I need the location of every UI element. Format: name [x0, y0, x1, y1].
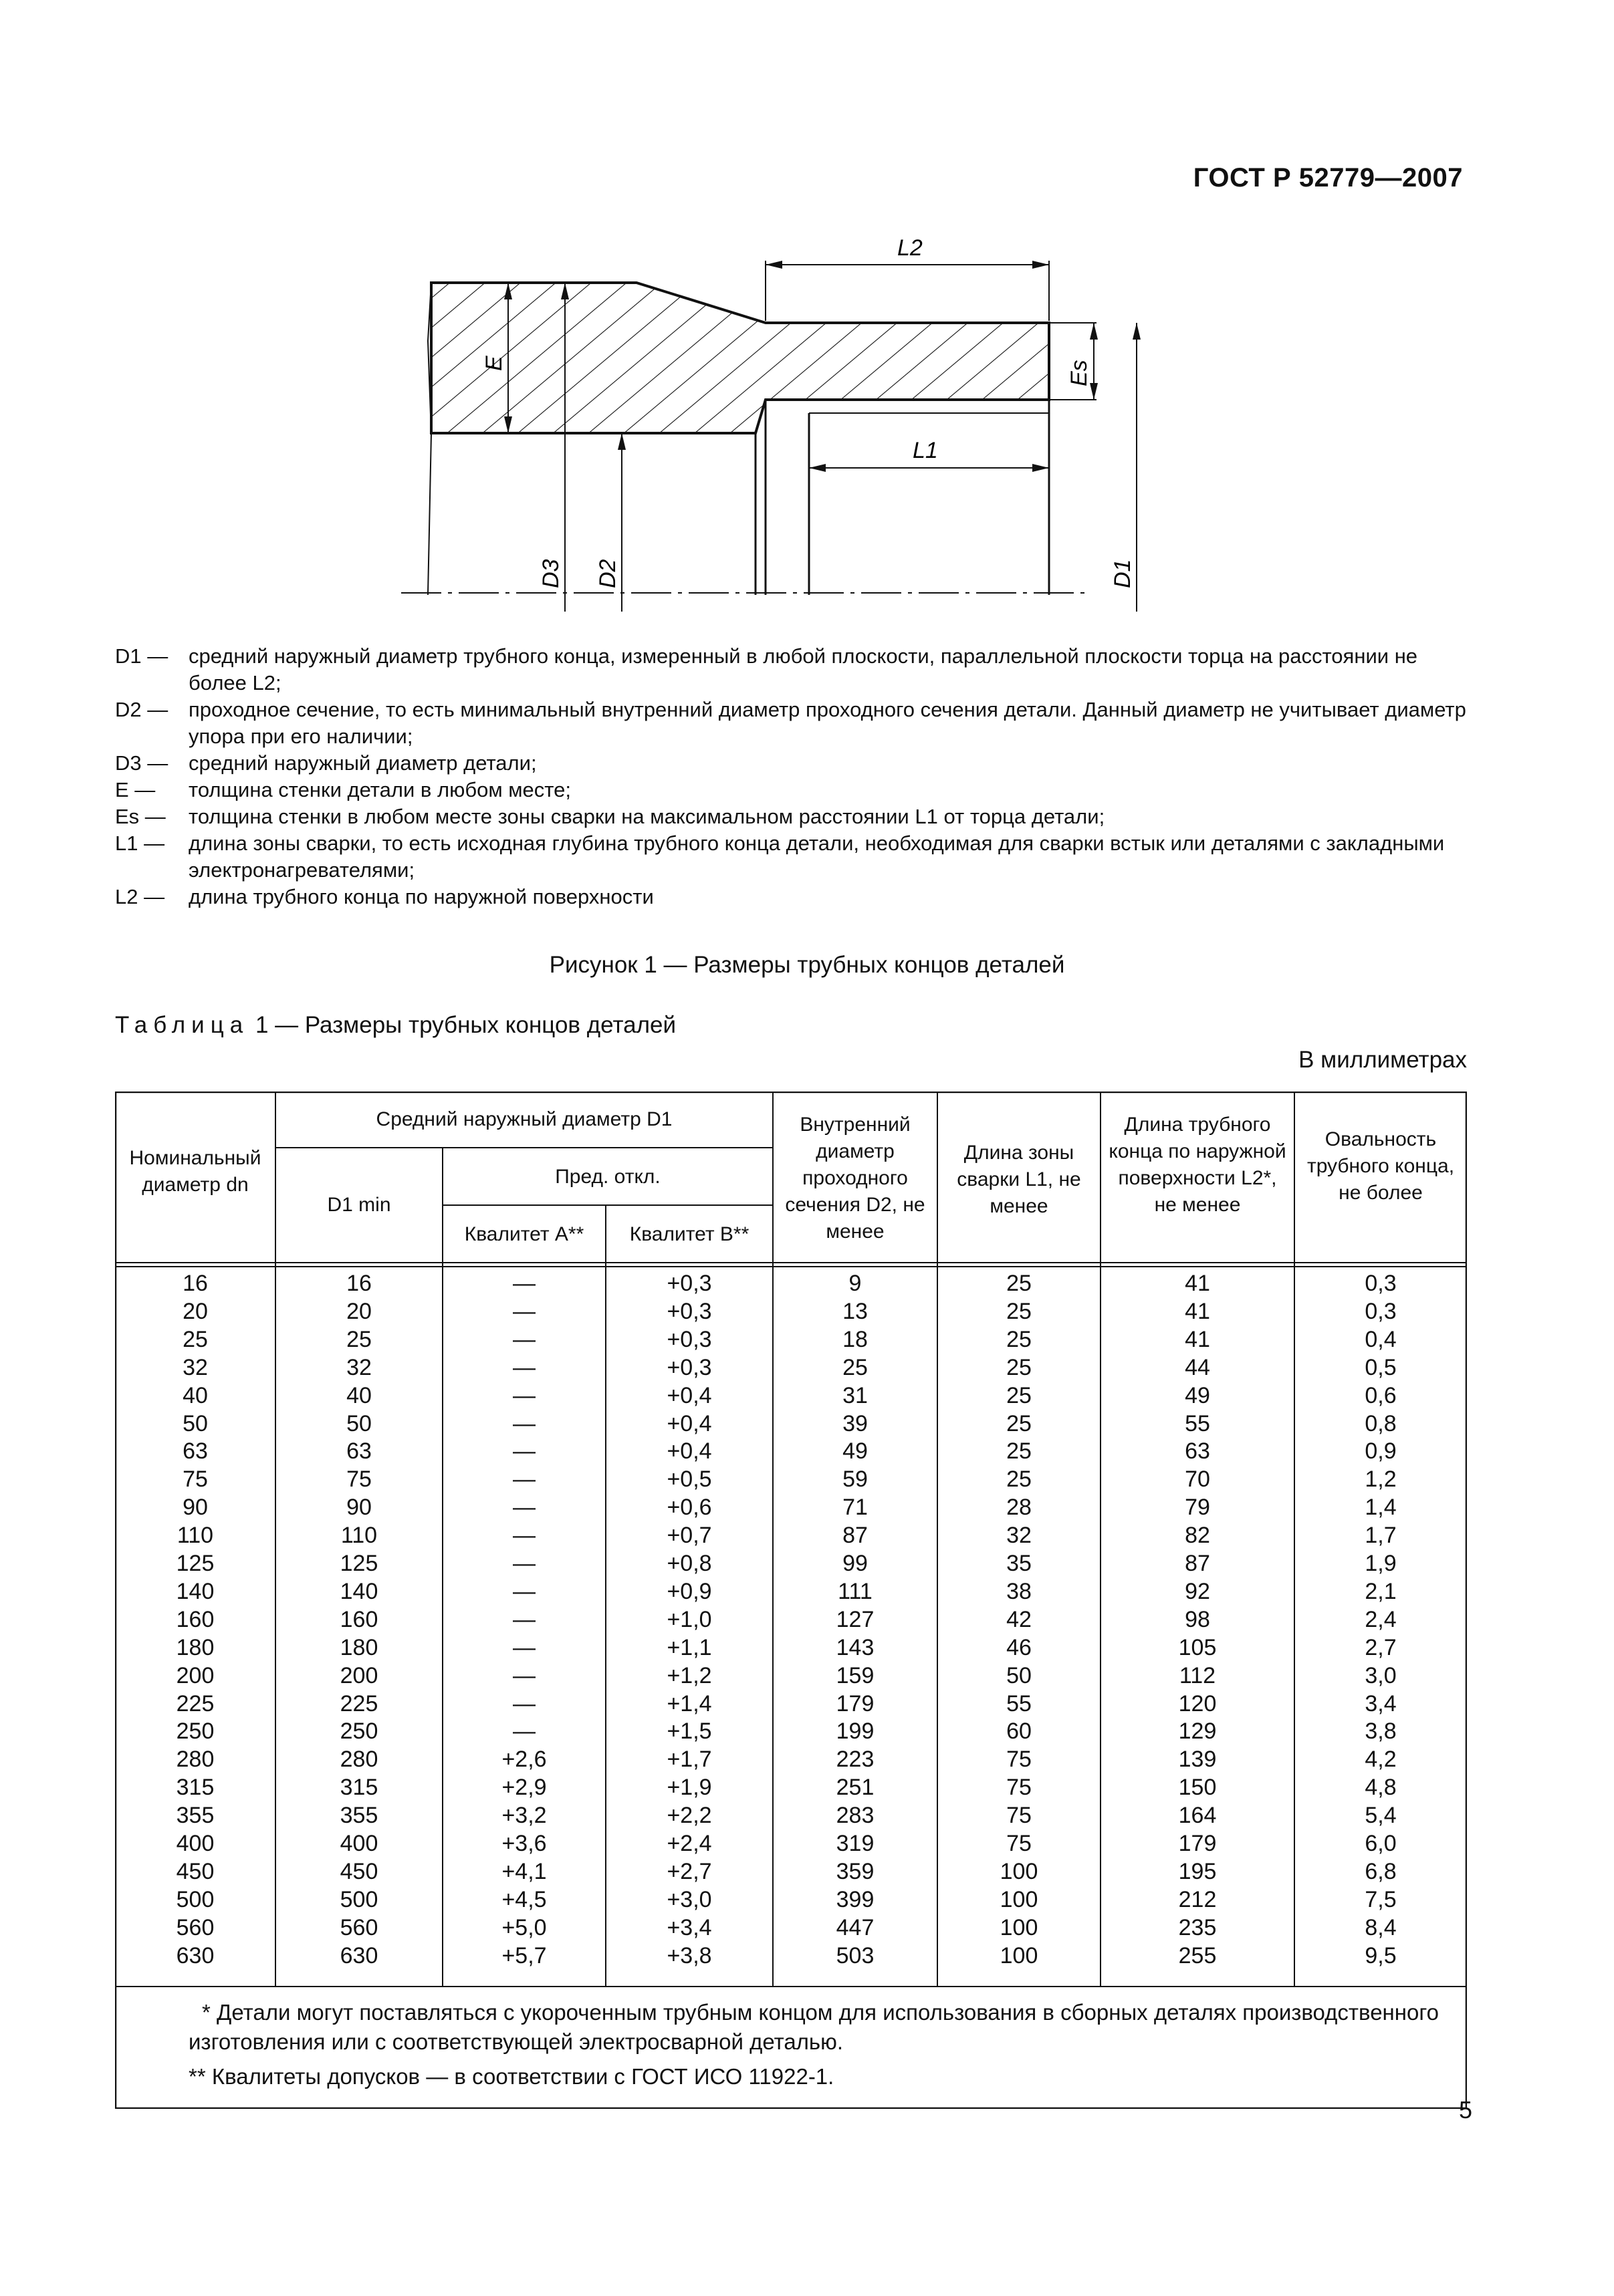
cell-pipe-end-length: 55	[1185, 1410, 1210, 1436]
legend-item	[115, 830, 1472, 884]
cell-grade-a: +3,6	[501, 1831, 547, 1856]
cell-inner-diameter: 111	[838, 1578, 873, 1604]
dimensions-table	[115, 1092, 1467, 2109]
cell-grade-a: +2,6	[501, 1747, 547, 1773]
cell-weld-zone-length: 25	[1006, 1466, 1032, 1493]
cell-d1-min: 90	[346, 1495, 372, 1521]
cell-ovality: 2,1	[1365, 1578, 1397, 1604]
wall-section	[431, 283, 1049, 433]
cell-d1-min: 560	[340, 1914, 378, 1940]
cell-d1-min: 225	[340, 1690, 378, 1716]
cell-ovality: 8,4	[1365, 1914, 1397, 1940]
cell-pipe-end-length: 98	[1185, 1606, 1210, 1632]
cell-grade-a: —	[513, 1298, 536, 1324]
cell-d1-min: 16	[346, 1271, 372, 1296]
cell-grade-b: +2,4	[667, 1831, 712, 1856]
cell-weld-zone-length: 75	[1006, 1747, 1032, 1773]
cell-weld-zone-length: 50	[1006, 1662, 1032, 1688]
cell-inner-diameter: 399	[836, 1886, 875, 1912]
cell-pipe-end-length: 120	[1178, 1690, 1217, 1716]
cell-inner-diameter: 223	[836, 1747, 875, 1773]
table-caption	[115, 1012, 676, 1039]
cell-inner-diameter: 39	[842, 1410, 868, 1436]
cell-d1-min: 315	[340, 1775, 378, 1801]
cell-d1-min: 125	[340, 1551, 378, 1576]
cell-ovality: 0,9	[1365, 1438, 1397, 1464]
legend-text: проходное сечение, то есть минимальный внутренний диаметр проходного сечения детали. Данный диаметр не учитывает диаметр упора при его наличии;	[189, 698, 1466, 748]
cell-grade-a: —	[513, 1551, 536, 1576]
cell-pipe-end-length: 87	[1185, 1551, 1210, 1576]
legend-symbol: D2 —	[115, 698, 168, 721]
cell-weld-zone-length: 100	[1000, 1886, 1038, 1912]
cell-nominal-diameter: 125	[176, 1551, 215, 1576]
cell-nominal-diameter: 40	[183, 1382, 208, 1408]
legend-text: средний наружный диаметр трубного конца, измеренный в любой плоскости, параллельной плоскости торца на расстоянии не более L2;	[189, 644, 1418, 694]
cell-nominal-diameter: 16	[183, 1271, 208, 1296]
cell-inner-diameter: 99	[842, 1551, 868, 1576]
cell-grade-a: —	[513, 1354, 536, 1380]
cell-grade-b: +0,4	[667, 1382, 712, 1408]
cell-pipe-end-length: 105	[1178, 1634, 1217, 1660]
cell-grade-b: +1,0	[667, 1606, 712, 1632]
cell-grade-a: +2,9	[501, 1775, 547, 1801]
legend-symbol: L2 —	[115, 885, 165, 908]
legend-text: средний наружный диаметр детали;	[189, 751, 537, 775]
cell-inner-diameter: 49	[842, 1438, 868, 1464]
cell-grade-a: +4,1	[501, 1858, 547, 1884]
cell-grade-b: +0,5	[667, 1466, 712, 1493]
cell-pipe-end-length: 41	[1185, 1271, 1210, 1296]
cell-nominal-diameter: 630	[176, 1942, 215, 1968]
cell-inner-diameter: 283	[836, 1803, 875, 1829]
cell-ovality: 1,7	[1365, 1523, 1397, 1549]
cell-grade-a: —	[513, 1271, 536, 1296]
header-d1-min: D1 min	[327, 1194, 391, 1216]
cell-ovality: 0,6	[1365, 1382, 1397, 1408]
cell-grade-a: —	[513, 1326, 536, 1352]
legend-item	[115, 750, 1472, 777]
legend-symbol: E —	[115, 778, 156, 801]
cell-d1-min: 140	[340, 1578, 378, 1604]
cell-grade-b: +0,9	[667, 1578, 712, 1604]
cell-grade-a: —	[513, 1662, 536, 1688]
cell-inner-diameter: 179	[836, 1690, 875, 1716]
cell-inner-diameter: 251	[836, 1775, 875, 1801]
cell-weld-zone-length: 42	[1006, 1606, 1032, 1632]
cell-pipe-end-length: 44	[1185, 1354, 1210, 1380]
cell-pipe-end-length: 49	[1185, 1382, 1210, 1408]
cell-nominal-diameter: 50	[183, 1410, 208, 1436]
cell-ovality: 0,5	[1365, 1354, 1397, 1380]
cell-nominal-diameter: 140	[176, 1578, 215, 1604]
cell-nominal-diameter: 500	[176, 1886, 215, 1912]
cell-nominal-diameter: 225	[176, 1690, 215, 1716]
cell-grade-b: +2,2	[667, 1803, 712, 1829]
cell-pipe-end-length: 41	[1185, 1298, 1210, 1324]
cell-grade-a: +3,2	[501, 1803, 547, 1829]
legend-text: длина трубного конца по наружной поверхности	[189, 885, 654, 908]
document-code: ГОСТ Р 52779—2007	[1193, 163, 1463, 193]
cell-weld-zone-length: 25	[1006, 1326, 1032, 1352]
cell-inner-diameter: 87	[842, 1523, 868, 1549]
cell-pipe-end-length: 150	[1178, 1775, 1217, 1801]
table-caption-prefix: Таблица	[115, 1012, 249, 1038]
legend-symbol: Es —	[115, 805, 166, 828]
cell-ovality: 0,4	[1365, 1326, 1397, 1352]
cell-d1-min: 50	[346, 1410, 372, 1436]
cell-pipe-end-length: 129	[1178, 1718, 1217, 1745]
cell-ovality: 0,3	[1365, 1271, 1397, 1296]
cell-pipe-end-length: 41	[1185, 1326, 1210, 1352]
cell-grade-b: +0,3	[667, 1298, 712, 1324]
cell-nominal-diameter: 280	[176, 1747, 215, 1773]
footnote-tolerance-grades: ** Квалитеты допусков — в соответствии с ГОСТ ИСО 11922-1.	[189, 2064, 834, 2089]
cell-grade-b: +1,2	[667, 1662, 712, 1688]
cell-ovality: 1,4	[1365, 1495, 1397, 1521]
cell-nominal-diameter: 90	[183, 1495, 208, 1521]
figure-caption: Рисунок 1 — Размеры трубных концов деталей	[549, 952, 1065, 978]
cell-weld-zone-length: 25	[1006, 1410, 1032, 1436]
legend-text: толщина стенки детали в любом месте;	[189, 778, 572, 801]
cell-nominal-diameter: 560	[176, 1914, 215, 1940]
cell-pipe-end-length: 139	[1178, 1747, 1217, 1773]
cell-inner-diameter: 127	[836, 1606, 875, 1632]
cell-ovality: 4,2	[1365, 1747, 1397, 1773]
cell-ovality: 3,0	[1365, 1662, 1397, 1688]
cell-weld-zone-length: 75	[1006, 1803, 1032, 1829]
cell-nominal-diameter: 400	[176, 1831, 215, 1856]
cell-grade-a: —	[513, 1495, 536, 1521]
units-note: В миллиметрах	[1298, 1047, 1467, 1073]
cell-d1-min: 280	[340, 1747, 378, 1773]
cell-inner-diameter: 319	[836, 1831, 875, 1856]
cell-nominal-diameter: 75	[183, 1466, 208, 1493]
cell-weld-zone-length: 75	[1006, 1775, 1032, 1801]
cell-ovality: 6,0	[1365, 1831, 1397, 1856]
cell-grade-b: +3,4	[667, 1914, 712, 1940]
cell-grade-b: +3,8	[667, 1942, 712, 1968]
legend-item	[115, 803, 1472, 830]
cell-d1-min: 250	[340, 1718, 378, 1745]
cell-pipe-end-length: 79	[1185, 1495, 1210, 1521]
cell-weld-zone-length: 25	[1006, 1271, 1032, 1296]
cell-inner-diameter: 71	[842, 1495, 868, 1521]
cell-d1-min: 180	[340, 1634, 378, 1660]
legend-item	[115, 643, 1472, 696]
cell-grade-a: —	[513, 1718, 536, 1745]
cell-weld-zone-length: 100	[1000, 1858, 1038, 1884]
cell-d1-min: 500	[340, 1886, 378, 1912]
legend-text: длина зоны сварки, то есть исходная глубина трубного конца детали, необходимая для сварки встык или деталями с закладными электронагревателями;	[189, 832, 1445, 882]
cell-d1-min: 400	[340, 1831, 378, 1856]
legend-text: толщина стенки в любом месте зоны сварки на максимальном расстоянии L1 от торца детали;	[189, 805, 1105, 828]
cell-inner-diameter: 13	[842, 1298, 868, 1324]
cell-pipe-end-length: 255	[1178, 1942, 1217, 1968]
label-d2: D2	[595, 559, 620, 588]
cell-grade-a: —	[513, 1466, 536, 1493]
cell-pipe-end-length: 179	[1178, 1831, 1217, 1856]
page-number: 5	[1458, 2096, 1472, 2124]
cell-nominal-diameter: 250	[176, 1718, 215, 1745]
cell-weld-zone-length: 46	[1006, 1634, 1032, 1660]
cell-grade-b: +0,7	[667, 1523, 712, 1549]
cell-ovality: 0,3	[1365, 1298, 1397, 1324]
cell-inner-diameter: 9	[848, 1271, 862, 1296]
label-e: E	[481, 356, 507, 371]
cell-grade-b: +1,1	[667, 1634, 712, 1660]
cell-d1-min: 450	[340, 1858, 378, 1884]
cell-pipe-end-length: 164	[1178, 1803, 1217, 1829]
cell-grade-a: —	[513, 1438, 536, 1464]
cell-weld-zone-length: 60	[1006, 1718, 1032, 1745]
cell-grade-b: +1,4	[667, 1690, 712, 1716]
figure-legend	[115, 643, 1472, 910]
cell-ovality: 3,4	[1365, 1690, 1397, 1716]
cell-grade-a: —	[513, 1382, 536, 1408]
cell-d1-min: 630	[340, 1942, 378, 1968]
header-weld-zone-length: Длина зоны сварки L1, не менее	[957, 1142, 1081, 1217]
cell-grade-a: —	[513, 1523, 536, 1549]
cell-grade-b: +0,4	[667, 1410, 712, 1436]
legend-item	[115, 777, 1472, 803]
cell-ovality: 6,8	[1365, 1858, 1397, 1884]
cell-inner-diameter: 503	[836, 1942, 875, 1968]
cell-inner-diameter: 159	[836, 1662, 875, 1688]
cell-inner-diameter: 199	[836, 1718, 875, 1745]
cell-nominal-diameter: 180	[176, 1634, 215, 1660]
cell-weld-zone-length: 32	[1006, 1523, 1032, 1549]
cell-inner-diameter: 143	[836, 1634, 875, 1660]
cell-weld-zone-length: 25	[1006, 1438, 1032, 1464]
legend-symbol: L1 —	[115, 832, 165, 855]
cell-grade-a: —	[513, 1410, 536, 1436]
header-grade-a: Квалитет А**	[464, 1223, 584, 1245]
cell-pipe-end-length: 63	[1185, 1438, 1210, 1464]
cell-ovality: 4,8	[1365, 1775, 1397, 1801]
cell-pipe-end-length: 112	[1179, 1662, 1216, 1688]
cell-weld-zone-length: 25	[1006, 1298, 1032, 1324]
cell-weld-zone-length: 55	[1006, 1690, 1032, 1716]
cell-grade-b: +1,9	[667, 1775, 712, 1801]
cell-d1-min: 200	[340, 1662, 378, 1688]
cell-grade-b: +1,7	[667, 1747, 712, 1773]
cell-ovality: 3,8	[1365, 1718, 1397, 1745]
legend-item	[115, 884, 1472, 910]
cell-grade-a: —	[513, 1578, 536, 1604]
cell-weld-zone-length: 100	[1000, 1914, 1038, 1940]
cell-d1-min: 63	[346, 1438, 372, 1464]
cell-inner-diameter: 31	[842, 1382, 868, 1408]
cell-d1-min: 20	[346, 1298, 372, 1324]
cell-weld-zone-length: 35	[1006, 1551, 1032, 1576]
cell-nominal-diameter: 315	[176, 1775, 215, 1801]
footnote-short-end: * Детали могут поставляться с укороченным трубным концом для использования в сборных деталях производственного изготовления или с соответствующей электросварной деталью.	[189, 2000, 1439, 2054]
cell-ovality: 7,5	[1365, 1886, 1397, 1912]
cell-ovality: 9,5	[1365, 1942, 1397, 1968]
cell-weld-zone-length: 75	[1006, 1831, 1032, 1856]
cell-ovality: 2,7	[1365, 1634, 1397, 1660]
cell-nominal-diameter: 160	[176, 1606, 215, 1632]
cell-ovality: 5,4	[1365, 1803, 1397, 1829]
cell-grade-b: +0,8	[667, 1551, 712, 1576]
cell-weld-zone-length: 38	[1006, 1578, 1032, 1604]
cell-nominal-diameter: 200	[176, 1662, 215, 1688]
cell-inner-diameter: 359	[836, 1858, 875, 1884]
cell-grade-a: +5,7	[501, 1942, 547, 1968]
cell-weld-zone-length: 28	[1006, 1495, 1032, 1521]
cell-d1-min: 40	[346, 1382, 372, 1408]
header-pipe-end-length: Длина трубного конца по наружной поверхности L2*, не менее	[1109, 1114, 1286, 1216]
cell-weld-zone-length: 25	[1006, 1354, 1032, 1380]
cell-weld-zone-length: 100	[1000, 1942, 1038, 1968]
cell-ovality: 0,8	[1365, 1410, 1397, 1436]
cell-grade-b: +0,6	[667, 1495, 712, 1521]
legend-item	[115, 696, 1472, 750]
cell-nominal-diameter: 110	[177, 1523, 214, 1549]
cell-nominal-diameter: 450	[176, 1858, 215, 1884]
label-d1: D1	[1110, 559, 1135, 588]
cell-grade-b: +0,3	[667, 1354, 712, 1380]
header-ovality: Овальность трубного конца, не более	[1306, 1128, 1455, 1204]
legend-symbol: D3 —	[115, 751, 168, 775]
cell-grade-a: —	[513, 1690, 536, 1716]
label-l2: L2	[897, 235, 923, 261]
table-caption-text: 1 — Размеры трубных концов деталей	[249, 1012, 677, 1038]
cell-pipe-end-length: 212	[1178, 1886, 1217, 1912]
header-inner-diameter: Внутренний диаметр проходного сечения D2, не менее	[785, 1114, 925, 1243]
cell-nominal-diameter: 355	[176, 1803, 215, 1829]
cell-grade-b: +3,0	[667, 1886, 712, 1912]
pipe-end-figure	[401, 234, 1203, 615]
cell-pipe-end-length: 92	[1185, 1578, 1210, 1604]
cell-d1-min: 355	[340, 1803, 378, 1829]
cell-pipe-end-length: 82	[1185, 1523, 1210, 1549]
cell-grade-b: +2,7	[667, 1858, 712, 1884]
cell-grade-a: —	[513, 1606, 536, 1632]
cell-pipe-end-length: 70	[1185, 1466, 1210, 1493]
label-es: Es	[1066, 360, 1092, 386]
cell-inner-diameter: 25	[842, 1354, 868, 1380]
cell-d1-min: 25	[346, 1326, 372, 1352]
header-grade-b: Квалитет В**	[629, 1223, 750, 1245]
cell-grade-a: —	[513, 1634, 536, 1660]
cell-weld-zone-length: 25	[1006, 1382, 1032, 1408]
pipe-end-drawing	[401, 234, 1203, 615]
cell-grade-a: +5,0	[501, 1914, 547, 1940]
cell-d1-min: 110	[340, 1523, 378, 1549]
cell-grade-b: +0,4	[667, 1438, 712, 1464]
cell-inner-diameter: 59	[842, 1466, 868, 1493]
cell-nominal-diameter: 32	[183, 1354, 208, 1380]
cell-nominal-diameter: 63	[183, 1438, 208, 1464]
cell-d1-min: 75	[346, 1466, 372, 1493]
cell-pipe-end-length: 195	[1178, 1858, 1217, 1884]
cell-grade-b: +1,5	[667, 1718, 712, 1745]
header-mean-outer-diameter: Средний наружный диаметр D1	[376, 1108, 673, 1130]
cell-ovality: 1,2	[1365, 1466, 1397, 1493]
cell-inner-diameter: 18	[842, 1326, 868, 1352]
label-d3: D3	[538, 559, 564, 588]
header-nominal-diameter: Номинальный диаметр dn	[129, 1147, 261, 1196]
cell-grade-b: +0,3	[667, 1326, 712, 1352]
cell-ovality: 2,4	[1365, 1606, 1397, 1632]
cell-pipe-end-length: 235	[1178, 1914, 1217, 1940]
cell-inner-diameter: 447	[836, 1914, 875, 1940]
cell-nominal-diameter: 25	[183, 1326, 208, 1352]
header-limit-deviation: Пред. откл.	[555, 1166, 661, 1188]
legend-symbol: D1 —	[115, 644, 168, 668]
cell-d1-min: 160	[340, 1606, 378, 1632]
cell-grade-b: +0,3	[667, 1271, 712, 1296]
cell-ovality: 1,9	[1365, 1551, 1397, 1576]
label-l1: L1	[913, 438, 938, 463]
cell-d1-min: 32	[346, 1354, 372, 1380]
cell-grade-a: +4,5	[501, 1886, 547, 1912]
cell-nominal-diameter: 20	[183, 1298, 208, 1324]
